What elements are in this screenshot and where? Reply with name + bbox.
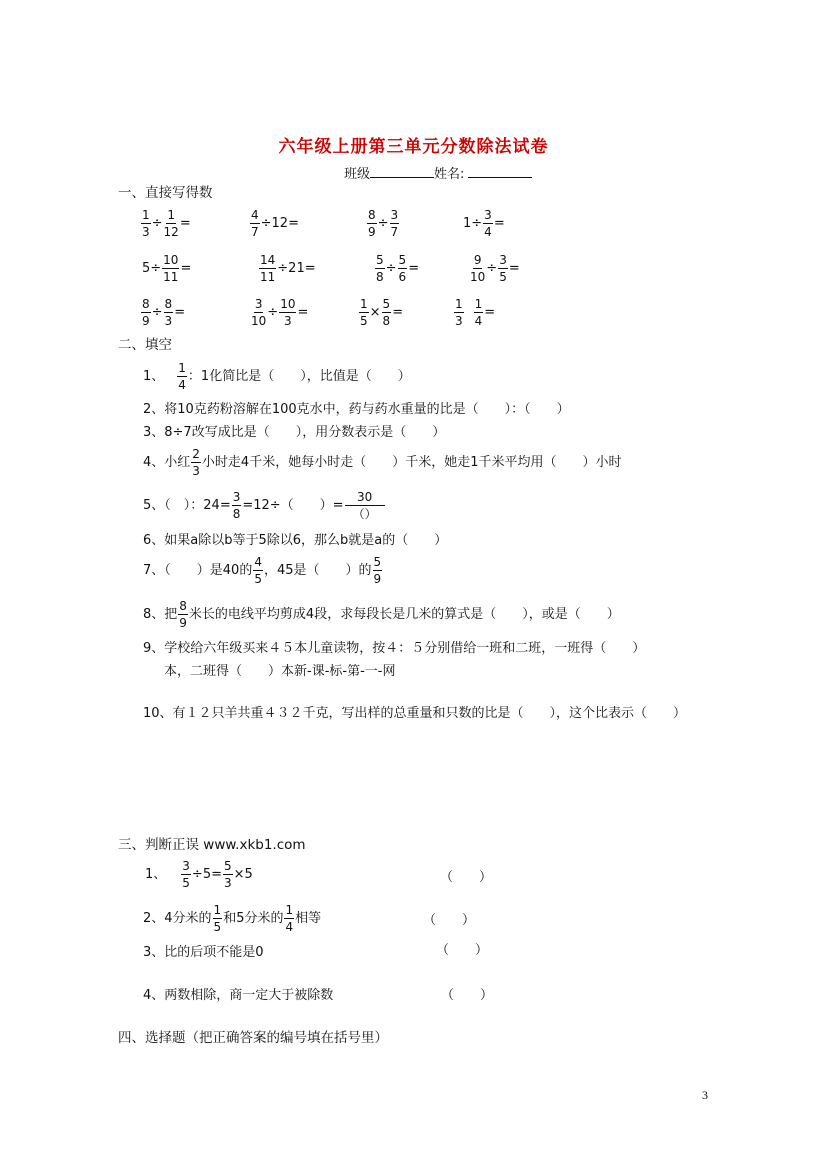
fraction-denominator: 3 bbox=[192, 464, 200, 478]
text-segment: ÷ bbox=[377, 216, 389, 231]
fraction-denominator: 8 bbox=[376, 270, 384, 284]
text-segment: ÷12= bbox=[260, 216, 299, 231]
fraction-numerator: 1 bbox=[360, 297, 368, 311]
fraction bbox=[141, 209, 151, 238]
judge-question-4: 4、两数相除，商一定大于被除数 bbox=[143, 988, 334, 1003]
fraction-denominator: 11 bbox=[163, 270, 179, 284]
text-segment: = bbox=[180, 261, 192, 276]
text-segment: = bbox=[297, 305, 309, 320]
fraction-numerator: 4 bbox=[251, 208, 259, 222]
fraction bbox=[162, 254, 179, 283]
fraction-numerator: 1 bbox=[167, 208, 175, 222]
fraction-denominator: 4 bbox=[474, 314, 483, 328]
fill-question-2: 2、将10克药粉溶解在100克水中，药与药水重量的比是（ ）：（ ） bbox=[143, 402, 570, 417]
text-segment: 米长的电线平均剪成4段，求每段长是几米的算式是（ ），或是（ ） bbox=[188, 607, 620, 622]
fraction-numerator: 3 bbox=[390, 208, 399, 222]
judge-paren-2: （ ） bbox=[423, 913, 476, 928]
text-segment: 小时走4千米，她每小时走（ ）千米，她走1千米平均用（ ）小时 bbox=[201, 455, 622, 470]
fraction bbox=[375, 254, 385, 283]
fraction-numerator: 3 bbox=[499, 253, 507, 267]
fraction bbox=[177, 362, 187, 391]
fraction-numerator: 8 bbox=[142, 297, 150, 311]
text-segment: 1、 bbox=[145, 867, 167, 882]
text-segment: ÷5= bbox=[191, 867, 222, 882]
fill-question-8 bbox=[143, 600, 620, 629]
fraction bbox=[345, 491, 385, 520]
calc-item bbox=[250, 298, 308, 327]
judge-paren-4: （ ） bbox=[441, 988, 494, 1003]
fraction-numerator: 5 bbox=[398, 253, 407, 267]
section-3-heading: 三、判断正误 www.xkb1.com bbox=[118, 837, 306, 853]
calc-item bbox=[249, 209, 299, 238]
fraction-numerator: 8 bbox=[179, 599, 187, 613]
fraction-numerator: 2 bbox=[192, 447, 200, 461]
text-segment: ÷ bbox=[151, 216, 163, 231]
fraction-denominator: 9 bbox=[368, 225, 376, 239]
fraction-numerator: 9 bbox=[473, 253, 482, 267]
text-segment: 相等 bbox=[295, 911, 322, 926]
fraction bbox=[213, 904, 223, 933]
fraction-numerator: 1 bbox=[474, 297, 483, 311]
text-segment: 8、把 bbox=[143, 607, 178, 622]
fraction-numerator: 8 bbox=[368, 208, 376, 222]
text-segment: 7、（ ）是40的 bbox=[143, 563, 253, 578]
fraction-numerator: 5 bbox=[376, 253, 384, 267]
fraction-numerator: 8 bbox=[164, 297, 173, 311]
fraction bbox=[253, 556, 263, 585]
text-segment: = bbox=[484, 305, 496, 320]
text-segment: 5÷ bbox=[142, 261, 162, 276]
fraction-numerator: 3 bbox=[254, 297, 263, 311]
fraction bbox=[178, 600, 188, 629]
fraction-denominator: 3 bbox=[164, 314, 173, 328]
fraction-denominator: 10 bbox=[251, 314, 267, 328]
text-segment: = bbox=[408, 261, 420, 276]
fraction-numerator: 1 bbox=[285, 903, 294, 917]
fraction bbox=[498, 254, 508, 283]
fraction-numerator: 30 bbox=[345, 491, 385, 506]
section-1-heading: 一、直接写得数 bbox=[118, 185, 213, 201]
fraction bbox=[398, 254, 408, 283]
text-segment: = bbox=[392, 305, 404, 320]
fraction-numerator: 3 bbox=[484, 208, 492, 222]
fraction-denominator: 5 bbox=[254, 572, 262, 586]
fraction bbox=[359, 298, 369, 327]
text-segment: ÷ bbox=[267, 305, 279, 320]
section-2-heading: 二、填空 bbox=[118, 337, 172, 353]
fill-question-3: 3、8÷7改写成比是（ ），用分数表示是（ ） bbox=[143, 425, 446, 440]
text-segment: = bbox=[508, 261, 520, 276]
fraction-numerator: 1 bbox=[455, 297, 463, 311]
fill-question-1 bbox=[143, 362, 411, 391]
fraction bbox=[251, 298, 266, 327]
fraction-denominator: 11 bbox=[260, 270, 276, 284]
fraction-numerator: 5 bbox=[223, 859, 232, 873]
fraction bbox=[141, 298, 151, 327]
judge-question-2 bbox=[143, 904, 321, 933]
calc-item bbox=[142, 254, 191, 283]
fraction bbox=[279, 298, 296, 327]
calc-item bbox=[358, 298, 403, 327]
fill-question-7 bbox=[143, 556, 383, 585]
fraction-numerator: 1 bbox=[213, 903, 222, 917]
fraction bbox=[474, 298, 484, 327]
fraction-denominator: （） bbox=[352, 507, 377, 521]
fraction-denominator: 3 bbox=[284, 314, 292, 328]
fraction-denominator: 5 bbox=[182, 876, 190, 890]
fraction-denominator: 8 bbox=[232, 507, 241, 521]
name-label: 姓名: bbox=[434, 167, 465, 182]
calc-item bbox=[374, 254, 419, 283]
text-segment: ：1化简比是（ ），比值是（ ） bbox=[187, 369, 411, 384]
fraction bbox=[164, 298, 174, 327]
fraction-denominator: 10 bbox=[470, 270, 486, 284]
fill-question-5 bbox=[143, 491, 386, 520]
fraction bbox=[181, 860, 191, 889]
fraction-denominator: 5 bbox=[213, 920, 222, 934]
fraction-denominator: 6 bbox=[398, 270, 407, 284]
calc-item bbox=[140, 209, 191, 238]
judge-question-3: 3、比的后项不能是0 bbox=[143, 945, 264, 960]
fraction-denominator: 3 bbox=[223, 876, 232, 890]
text-segment: = bbox=[179, 216, 191, 231]
fraction bbox=[191, 448, 201, 477]
fill-question-6: 6、如果a除以b等于5除以6，那么b就是a的（ ） bbox=[143, 533, 448, 548]
fill-question-4 bbox=[143, 448, 621, 477]
fraction-denominator: 5 bbox=[360, 314, 368, 328]
fraction-denominator: 9 bbox=[373, 572, 382, 586]
text-segment: = bbox=[493, 216, 505, 231]
fill-question-9-line2: 本，二班得（ ）本新-课-标-第-一-网 bbox=[164, 664, 396, 679]
fraction bbox=[223, 860, 233, 889]
text-segment: ×5 bbox=[233, 867, 253, 882]
text-segment: ÷ bbox=[151, 305, 163, 320]
calc-item bbox=[469, 254, 520, 283]
text-segment: ÷ bbox=[486, 261, 498, 276]
fraction-numerator: 14 bbox=[260, 253, 276, 267]
calc-item bbox=[140, 298, 185, 327]
text-segment: 2、4分米的 bbox=[143, 911, 212, 926]
text-segment: 5、（ ）：24= bbox=[143, 498, 231, 513]
fraction-numerator: 3 bbox=[232, 490, 241, 504]
judge-paren-3: （ ） bbox=[436, 943, 489, 958]
page-title: 六年级上册第三单元分数除法试卷 bbox=[278, 137, 549, 157]
text-segment: ，45是（ ）的 bbox=[263, 563, 372, 578]
calc-item bbox=[453, 298, 495, 327]
fraction-numerator: 1 bbox=[178, 361, 186, 375]
section-4-heading: 四、选择题（把正确答案的编号填在括号里） bbox=[118, 1030, 388, 1046]
fraction-denominator: 4 bbox=[178, 378, 186, 392]
page-number: 3 bbox=[702, 1088, 708, 1102]
fraction-denominator: 9 bbox=[179, 616, 187, 630]
class-name-line bbox=[344, 165, 532, 181]
fraction bbox=[250, 209, 260, 238]
fraction-denominator: 3 bbox=[455, 314, 463, 328]
text-segment: = bbox=[174, 305, 186, 320]
class-label: 班级 bbox=[344, 167, 371, 182]
fraction-numerator: 1 bbox=[142, 208, 150, 222]
fraction-denominator: 4 bbox=[285, 920, 294, 934]
judge-question-1 bbox=[145, 860, 253, 889]
fraction bbox=[259, 254, 276, 283]
fill-question-9: 9、学校给六年级买来４５本儿童读物，按４：５分别借给一班和二班，一班得（ ） bbox=[143, 641, 646, 656]
fraction-numerator: 5 bbox=[382, 297, 391, 311]
calc-item bbox=[366, 209, 400, 238]
fraction-denominator: 9 bbox=[142, 314, 150, 328]
fraction-denominator: 7 bbox=[251, 225, 259, 239]
fill-question-10: 10、有１２只羊共重４３２千克，写出样的总重量和只数的比是（ ），这个比表示（ ） bbox=[143, 706, 687, 721]
text-segment: ÷21= bbox=[277, 261, 316, 276]
fraction-numerator: 3 bbox=[182, 859, 190, 873]
fraction-numerator: 10 bbox=[163, 253, 179, 267]
fraction-denominator: 4 bbox=[484, 225, 492, 239]
fraction bbox=[284, 904, 294, 933]
text-segment: × bbox=[369, 305, 381, 320]
fraction-denominator: 12 bbox=[163, 225, 179, 239]
fraction bbox=[483, 209, 493, 238]
calc-item bbox=[463, 209, 505, 238]
calc-item bbox=[258, 254, 316, 283]
text-segment: 和5分米的 bbox=[223, 911, 284, 926]
fraction bbox=[470, 254, 485, 283]
fraction bbox=[367, 209, 377, 238]
fraction-denominator: 7 bbox=[390, 225, 399, 239]
fraction-denominator: 5 bbox=[499, 270, 507, 284]
fraction-numerator: 10 bbox=[280, 297, 296, 311]
text-segment: 1÷ bbox=[463, 216, 483, 231]
fraction bbox=[454, 298, 464, 327]
name-blank bbox=[468, 165, 532, 178]
fraction bbox=[164, 209, 179, 238]
fraction bbox=[382, 298, 392, 327]
fraction-numerator: 5 bbox=[373, 555, 382, 569]
fraction bbox=[373, 556, 383, 585]
text-segment: ÷ bbox=[385, 261, 397, 276]
fraction bbox=[390, 209, 400, 238]
text-segment: =12÷（ ）= bbox=[242, 498, 344, 513]
class-blank bbox=[370, 165, 434, 178]
text-segment: 1、 bbox=[143, 369, 165, 384]
fraction-numerator: 4 bbox=[254, 555, 262, 569]
text-segment: 4、小红 bbox=[143, 455, 191, 470]
fraction-denominator: 8 bbox=[382, 314, 391, 328]
judge-paren-1: （ ） bbox=[440, 870, 493, 885]
fraction bbox=[232, 491, 242, 520]
fraction-denominator: 3 bbox=[142, 225, 150, 239]
